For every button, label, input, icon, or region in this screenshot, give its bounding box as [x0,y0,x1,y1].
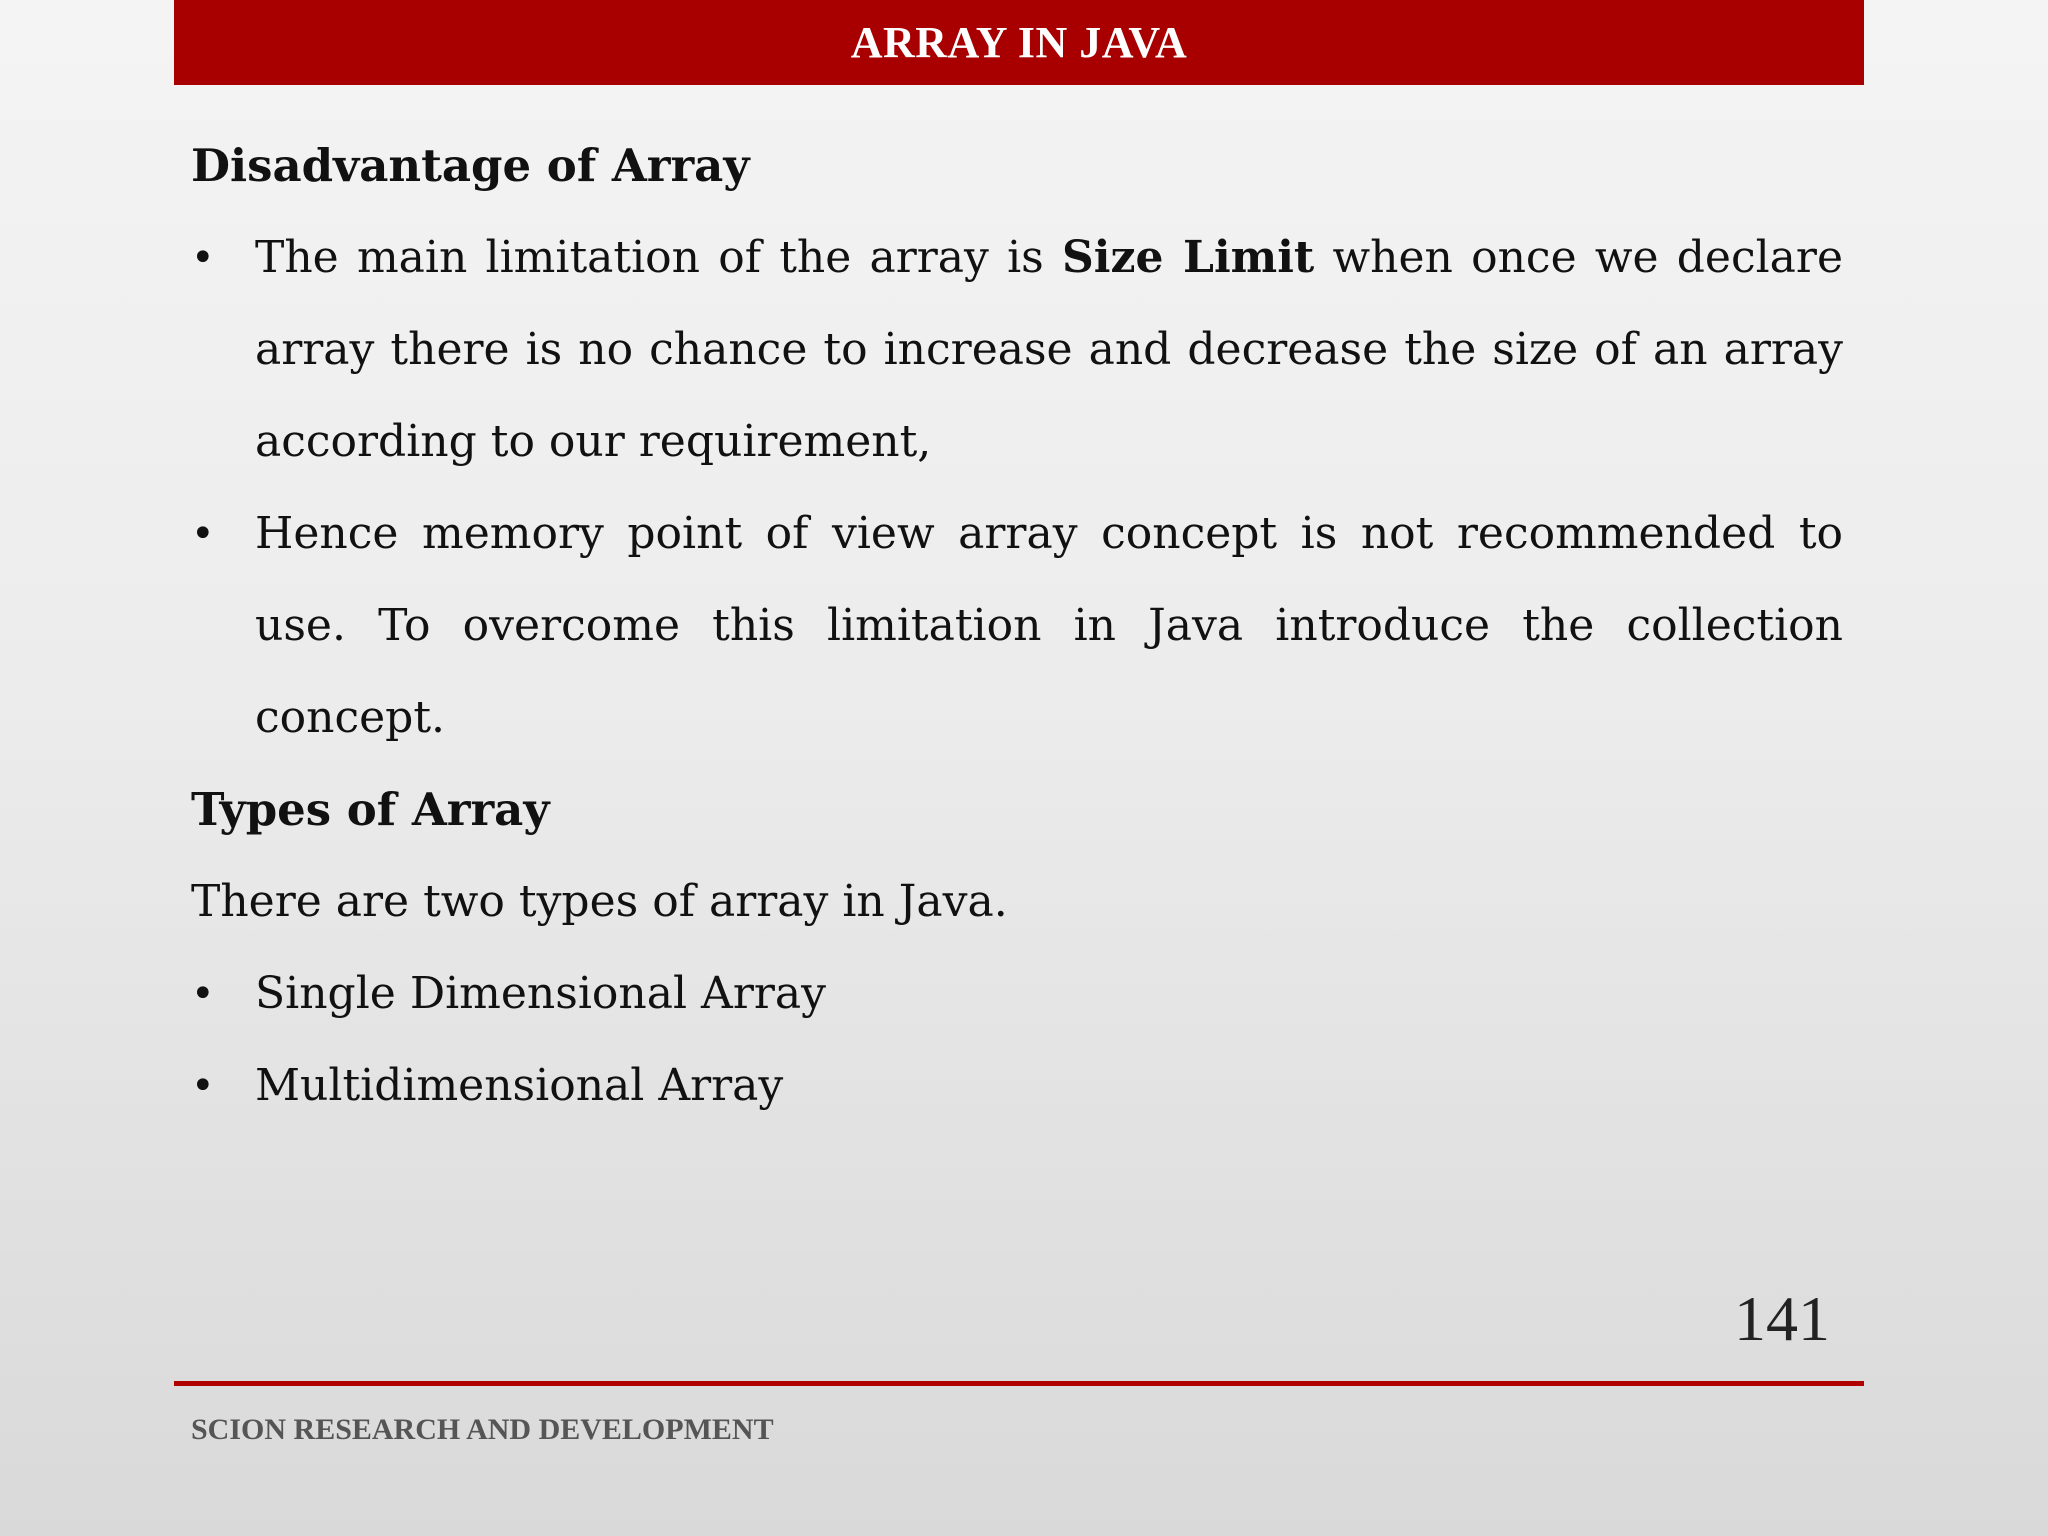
bullet-icon: • [191,235,215,281]
types-intro: There are two types of array in Java. [191,876,1008,927]
footer-divider [174,1381,1864,1386]
slide-content [191,120,1843,1132]
bullet-text: Single Dimensional Array [255,968,826,1019]
bullet-text-part: when once we declare array there is no chance to increase and decrease the size of an array according to our requirement, [255,232,1843,467]
bullet-text: Multidimensional Array [255,1060,784,1111]
bullet-item [191,212,1843,488]
section-heading-disadvantage: Disadvantage of Array [191,139,750,192]
bullet-icon: • [191,511,215,557]
footer-text: SCION RESEARCH AND DEVELOPMENT [191,1413,774,1446]
bullet-text: Hence memory point of view array concept is not recommended to use. To overcome this limitation in Java introduce the collection concept. [255,508,1843,743]
bullet-item [191,1040,1843,1132]
bullet-icon: • [191,1063,215,1109]
bullet-text-part: The main limitation of the array is [255,232,1062,283]
bullet-item [191,488,1843,764]
section-heading-types: Types of Array [191,783,550,836]
bullet-icon: • [191,971,215,1017]
bullet-text-bold: Size Limit [1061,232,1315,283]
page-number: 141 [1734,1283,1830,1354]
bullet-item [191,948,1843,1040]
slide-title: ARRAY IN JAVA [850,18,1188,67]
bullet-text [255,212,1843,488]
title-bar [174,0,1864,85]
